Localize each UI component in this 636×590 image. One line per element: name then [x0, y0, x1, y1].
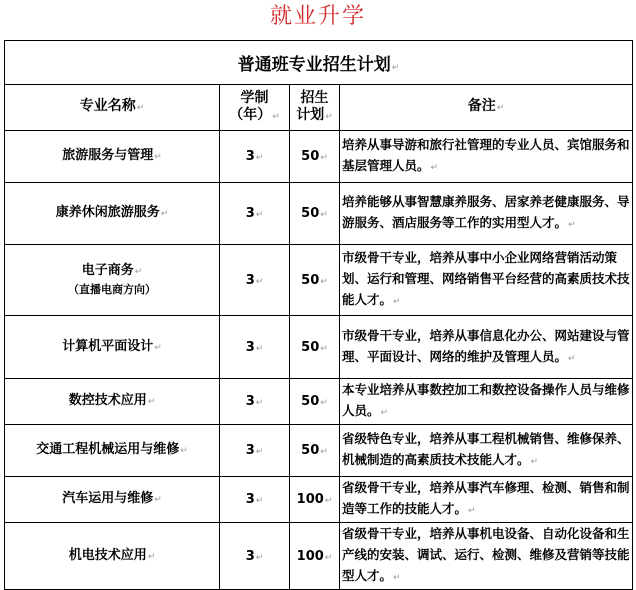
note-cell: 省级特色专业，培养从事工程机械销售、维修保养、机械制造的高素质技术技能人才。↵ [340, 425, 633, 477]
paragraph-mark: ↵ [255, 398, 264, 408]
paragraph-mark: ↵ [272, 111, 280, 122]
paragraph-mark: ↵ [320, 447, 328, 457]
enrollment-cell: 50↵ [290, 131, 340, 183]
table-row [5, 316, 633, 379]
paragraph-mark: ↵ [320, 210, 328, 220]
duration-cell: 3↵ [220, 183, 290, 245]
paragraph-mark: ↵ [255, 447, 264, 457]
paragraph-mark: ↵ [255, 153, 264, 163]
paragraph-mark: ↵ [496, 103, 505, 113]
duration-cell: 3↵ [220, 523, 290, 590]
paragraph-mark: ↵ [320, 398, 328, 408]
paragraph-mark: ↵ [147, 397, 156, 407]
table-title-row [5, 41, 633, 85]
paragraph-mark: ↵ [134, 266, 143, 277]
paragraph-mark: ↵ [147, 551, 156, 562]
paragraph-mark: ↵ [324, 552, 333, 563]
table-title-cell [5, 41, 633, 85]
paragraph-mark: ↵ [324, 496, 333, 506]
table-row [5, 425, 633, 477]
duration-cell: 3↵ [220, 245, 290, 316]
enrollment-plan-table [4, 40, 633, 590]
duration-cell: 3↵ [220, 379, 290, 425]
enrollment-cell: 100↵ [290, 477, 340, 523]
duration-cell: 3↵ [220, 131, 290, 183]
paragraph-mark: ↵ [568, 353, 576, 364]
major-name-cell: 电子商务↵ （直播电商方向） [5, 245, 220, 316]
paragraph-mark: ↵ [320, 276, 328, 287]
note-cell: 市级骨干专业，培养从事信息化办公、网站建设与管理、平面设计、网络的维护及管理人员。↵ [340, 316, 633, 379]
paragraph-mark: ↵ [393, 573, 401, 583]
note-cell: 培养从事导游和旅行社管理的专业人员、宾馆服务和基层管理人员。↵ [340, 131, 633, 183]
enrollment-cell: 50↵ [290, 183, 340, 245]
paragraph-mark: ↵ [136, 103, 145, 113]
paragraph-mark: ↵ [154, 342, 162, 353]
paragraph-mark: ↵ [325, 111, 333, 122]
enrollment-cell: 50↵ [290, 245, 340, 316]
note-cell: 省级骨干专业，培养从事机电设备、自动化设备和生产线的安装、调试、运行、检测、维修及营销等技能型人才。↵ [340, 523, 633, 590]
paragraph-mark: ↵ [320, 343, 328, 354]
major-subtitle: （直播电商方向） [68, 282, 156, 296]
note-cell: 培养能够从事智慧康养服务、居家养老健康服务、导游服务、酒店服务等工作的实用型人才。↵ [340, 183, 633, 245]
paragraph-mark: ↵ [568, 220, 576, 230]
table-row [5, 245, 633, 316]
paragraph-mark: ↵ [393, 297, 401, 307]
table-title: 普通班专业招生计划 [237, 55, 391, 75]
major-name-cell: 机电技术应用↵ [5, 523, 220, 590]
note-cell: 市级骨干专业，培养从事中小企业网络营销活动策划、运行和管理、网络销售平台经营的高素质技术技能人才。↵ [340, 245, 633, 316]
paragraph-mark: ↵ [255, 210, 264, 220]
major-name-cell: 康养休闲旅游服务↵ [5, 183, 220, 245]
paragraph-mark: ↵ [255, 276, 264, 287]
duration-cell: 3↵ [220, 425, 290, 477]
paragraph-mark: ↵ [255, 496, 264, 506]
header-major-name: 专业名称↵ [5, 85, 220, 131]
table-row [5, 477, 633, 523]
duration-cell: 3↵ [220, 477, 290, 523]
page-heading: 就业升学 [269, 4, 366, 29]
enrollment-cell: 100↵ [290, 523, 340, 590]
paragraph-mark: ↵ [468, 506, 476, 516]
major-name-cell: 交通工程机械运用与维修↵ [5, 425, 220, 477]
major-name-cell: 汽车运用与维修↵ [5, 477, 220, 523]
paragraph-mark: ↵ [160, 209, 169, 219]
paragraph-mark: ↵ [430, 163, 439, 173]
paragraph-mark: ↵ [180, 446, 188, 456]
header-duration: 学制 （年）↵ [220, 85, 290, 131]
major-name-cell: 计算机平面设计↵ [5, 316, 220, 379]
table-row [5, 183, 633, 245]
paragraph-mark: ↵ [380, 408, 389, 418]
table-header-row [5, 85, 633, 131]
paragraph-mark: ↵ [391, 63, 400, 73]
header-enrollment: 招生 计划↵ [290, 85, 340, 131]
paragraph-mark: ↵ [255, 552, 264, 563]
enrollment-cell: 50↵ [290, 425, 340, 477]
paragraph-mark: ↵ [320, 153, 328, 163]
note-cell: 本专业培养从事数控加工和数控设备操作人员与维修人员。↵ [340, 379, 633, 425]
major-name-cell: 数控技术应用↵ [5, 379, 220, 425]
table-row [5, 379, 633, 425]
note-cell: 省级骨干专业，培养从事汽车修理、检测、销售和制造等工作的技能人才。↵ [340, 477, 633, 523]
header-note: 备注↵ [340, 85, 633, 131]
enrollment-cell: 50↵ [290, 379, 340, 425]
paragraph-mark: ↵ [154, 495, 162, 505]
enrollment-cell: 50↵ [290, 316, 340, 379]
paragraph-mark: ↵ [255, 343, 264, 354]
paragraph-mark: ↵ [154, 152, 162, 162]
paragraph-mark: ↵ [530, 457, 539, 467]
major-name-cell: 旅游服务与管理↵ [5, 131, 220, 183]
table-row [5, 523, 633, 590]
table-row [5, 131, 633, 183]
duration-cell: 3↵ [220, 316, 290, 379]
